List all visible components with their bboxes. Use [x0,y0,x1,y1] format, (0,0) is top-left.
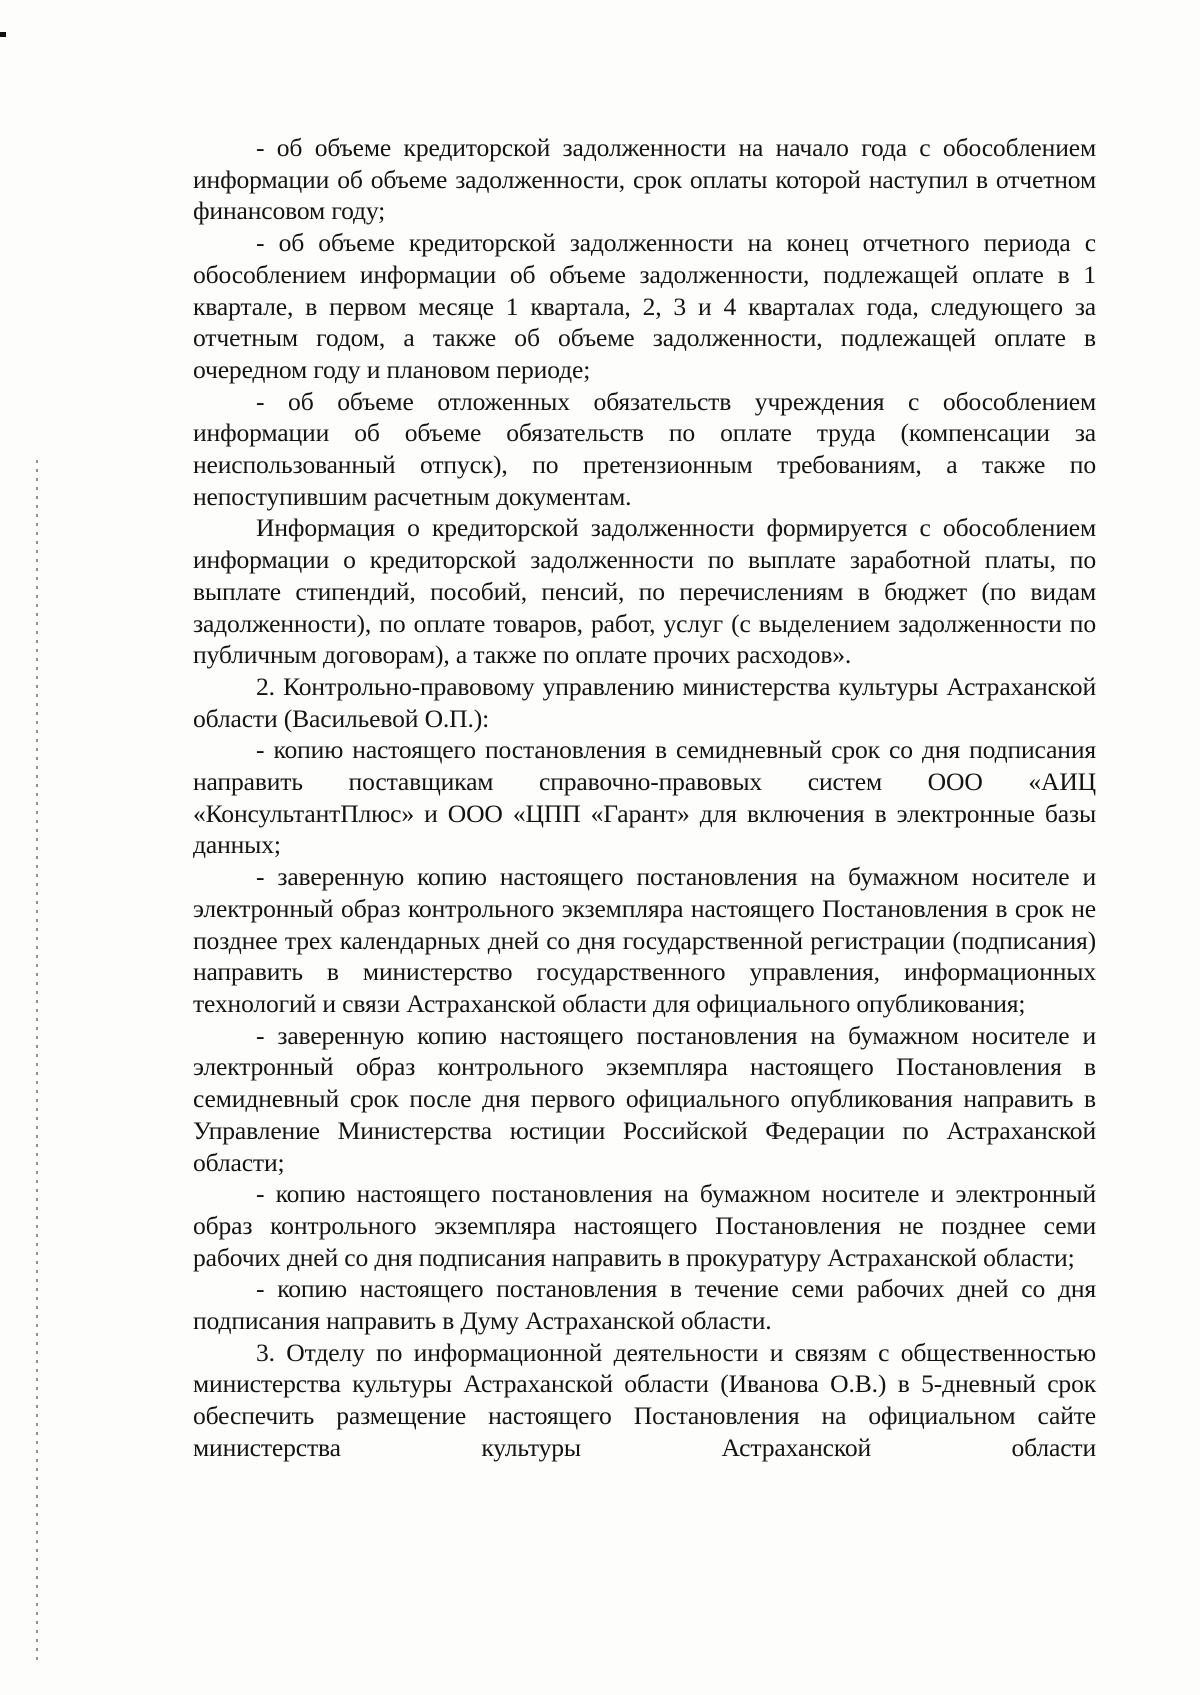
scan-mark [0,32,6,37]
paragraph: - заверенную копию настоящего постановления на бумажном носителе и электронный образ контрольного экземпляра настоящего Постановления в срок не позднее трех календарных дней со дня государственной регистрации (подписания) направить в министерство государственного управления, информационных технологий и связи Астраханской области для официального опубликования; [193,862,1096,1018]
paragraph: - копию настоящего постановления на бумажном носителе и электронный образ контрольного экземпляра настоящего Постановления не позднее семи рабочих дней со дня подписания направить в прокуратуру Астраханской области; [193,1179,1096,1272]
paragraph: - об объеме кредиторской задолженности на конец отчетного периода с обособлением информации об объеме задолженности, подлежащей оплате в 1 квартале, в первом месяце 1 квартала, 2, 3 и 4 кварталах года, следующего за отчетным годом, а также об объеме задолженности, подлежащей оплате в очередном году и плановом периоде; [193,228,1096,384]
scan-edge-shadow [36,460,38,1660]
paragraph: - копию настоящего постановления в семидневный срок со дня подписания направить поставщикам справочно-правовых систем ООО «АИЦ «КонсультантПлюс» и ООО «ЦПП «Гарант» для включения в электронные базы данных; [193,735,1096,860]
paragraph: - об объеме отложенных обязательств учреждения с обособлением информации об объеме обязательств по оплате труда (компенсации за неиспользованный отпуск), по претензионным требованиям, а также по непоступившим расчетным документам. [193,386,1096,511]
paragraph: - об объеме кредиторской задолженности на начало года с обособлением информации об объеме задолженности, срок оплаты которой наступил в отчетном финансовом году; [193,133,1096,226]
paragraph: - заверенную копию настоящего постановления на бумажном носителе и электронный образ контрольного экземпляра настоящего Постановления в семидневный срок после дня первого официального опубликования направить в Управление Министерства юстиции Российской Федерации по Астраханской области; [193,1020,1096,1177]
paragraph: 3. Отделу по информационной деятельности и связям с общественностью министерства культуры Астраханской области (Иванова О.В.) в 5-дневный срок обеспечить размещение настоящего Постановления на официальном сайте министерства культуры Астраханской области [193,1337,1096,1462]
document-body [193,132,1096,1464]
paragraph: Информация о кредиторской задолженности формируется с обособлением информации о кредиторской задолженности по выплате заработной платы, по выплате стипендий, пособий, пенсий, по перечислениям в бюджет (по видам задолженности), по оплате товаров, работ, услуг (с выделением задолженности по публичным договорам), а также по оплате прочих расходов». [193,513,1096,670]
paragraph: - копию настоящего постановления в течение семи рабочих дней со дня подписания направить в Думу Астраханской области. [193,1274,1096,1336]
paragraph: 2. Контрольно-правовому управлению министерства культуры Астраханской области (Васильевой О.П.): [193,671,1096,733]
